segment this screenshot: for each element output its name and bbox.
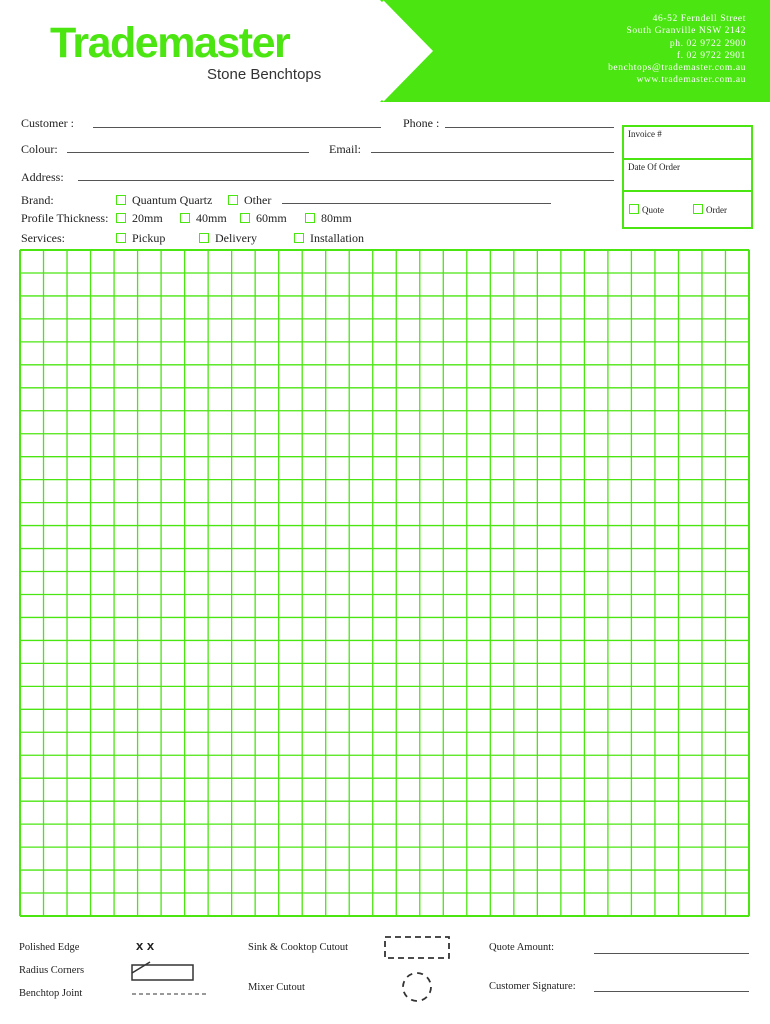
- service-option-delivery[interactable]: Delivery: [199, 231, 257, 246]
- contact-block: [608, 13, 746, 87]
- divider: [622, 158, 753, 160]
- mixer-cutout-symbol: [400, 971, 434, 1003]
- thickness-option-60mm[interactable]: 60mm: [240, 211, 287, 226]
- quote-amount-field[interactable]: [594, 953, 749, 954]
- sink-cooktop-cutout-label: Sink & Cooktop Cutout: [248, 942, 349, 953]
- address-label: Address:: [21, 170, 64, 184]
- thickness-option-40mm[interactable]: 40mm: [180, 211, 227, 226]
- address-field[interactable]: [78, 180, 614, 181]
- customer-signature-field[interactable]: [594, 991, 749, 992]
- services-label: Services:: [21, 231, 65, 245]
- divider: [622, 190, 753, 192]
- colour-field[interactable]: [67, 152, 309, 153]
- brand-other-field[interactable]: [282, 203, 551, 204]
- checkbox-icon[interactable]: [116, 233, 126, 243]
- thickness-option-20mm[interactable]: 20mm: [116, 211, 163, 226]
- checkbox-icon[interactable]: [305, 213, 315, 223]
- contact-email: benchtops@trademaster.com.au: [608, 63, 746, 74]
- brand-option-other[interactable]: Other: [228, 193, 271, 208]
- customer-label: Customer :: [21, 116, 74, 130]
- checkbox-icon[interactable]: [116, 195, 126, 205]
- mixer-cutout-label: Mixer Cutout: [248, 982, 305, 993]
- checkbox-icon[interactable]: [180, 213, 190, 223]
- checkbox-icon[interactable]: [228, 195, 238, 205]
- colour-label: Colour:: [21, 142, 58, 156]
- checkbox-icon[interactable]: [693, 204, 703, 214]
- service-option-pickup[interactable]: Pickup: [116, 231, 165, 246]
- drawing-grid[interactable]: [19, 249, 750, 917]
- checkbox-icon[interactable]: [294, 233, 304, 243]
- contact-address-line1: 46-52 Ferndell Street: [652, 14, 746, 24]
- contact-website: www.trademaster.com.au: [636, 75, 746, 86]
- order-checkbox[interactable]: Order: [693, 204, 727, 215]
- brand-label: Brand:: [21, 193, 54, 207]
- radius-corners-symbol: [130, 960, 196, 982]
- contact-address-line2: South Granville NSW 2142: [626, 26, 746, 37]
- sink-cutout-symbol: [383, 935, 451, 961]
- service-option-installation[interactable]: Installation: [294, 231, 364, 246]
- thickness-option-80mm[interactable]: 80mm: [305, 211, 352, 226]
- brand-logo-name: Trademaster: [50, 19, 290, 67]
- customer-signature-label: Customer Signature:: [489, 981, 576, 992]
- customer-field[interactable]: [93, 127, 381, 128]
- checkbox-icon[interactable]: [116, 213, 126, 223]
- email-field[interactable]: [371, 152, 614, 153]
- profile-thickness-label: Profile Thickness:: [21, 211, 109, 225]
- phone-field[interactable]: [445, 127, 614, 128]
- invoice-number-label: Invoice #: [628, 129, 662, 139]
- contact-phone: ph. 02 9722 2900: [669, 38, 746, 49]
- contact-fax: f. 02 9722 2901: [676, 50, 746, 61]
- checkbox-icon[interactable]: [629, 204, 639, 214]
- quote-checkbox[interactable]: Quote: [629, 204, 664, 215]
- email-label: Email:: [329, 142, 361, 156]
- checkbox-icon[interactable]: [240, 213, 250, 223]
- quote-amount-label: Quote Amount:: [489, 942, 555, 953]
- phone-label: Phone :: [403, 116, 440, 130]
- benchtop-joint-label: Benchtop Joint: [19, 988, 83, 999]
- brand-subtitle: Stone Benchtops: [207, 66, 322, 83]
- radius-corners-label: Radius Corners: [19, 965, 85, 976]
- checkbox-icon[interactable]: [199, 233, 209, 243]
- polished-edge-symbol: x x: [136, 938, 155, 953]
- polished-edge-label: Polished Edge: [19, 942, 80, 953]
- benchtop-joint-symbol: [132, 990, 208, 998]
- brand-option-quantum-quartz[interactable]: Quantum Quartz: [116, 193, 212, 208]
- date-of-order-label: Date Of Order: [628, 162, 680, 172]
